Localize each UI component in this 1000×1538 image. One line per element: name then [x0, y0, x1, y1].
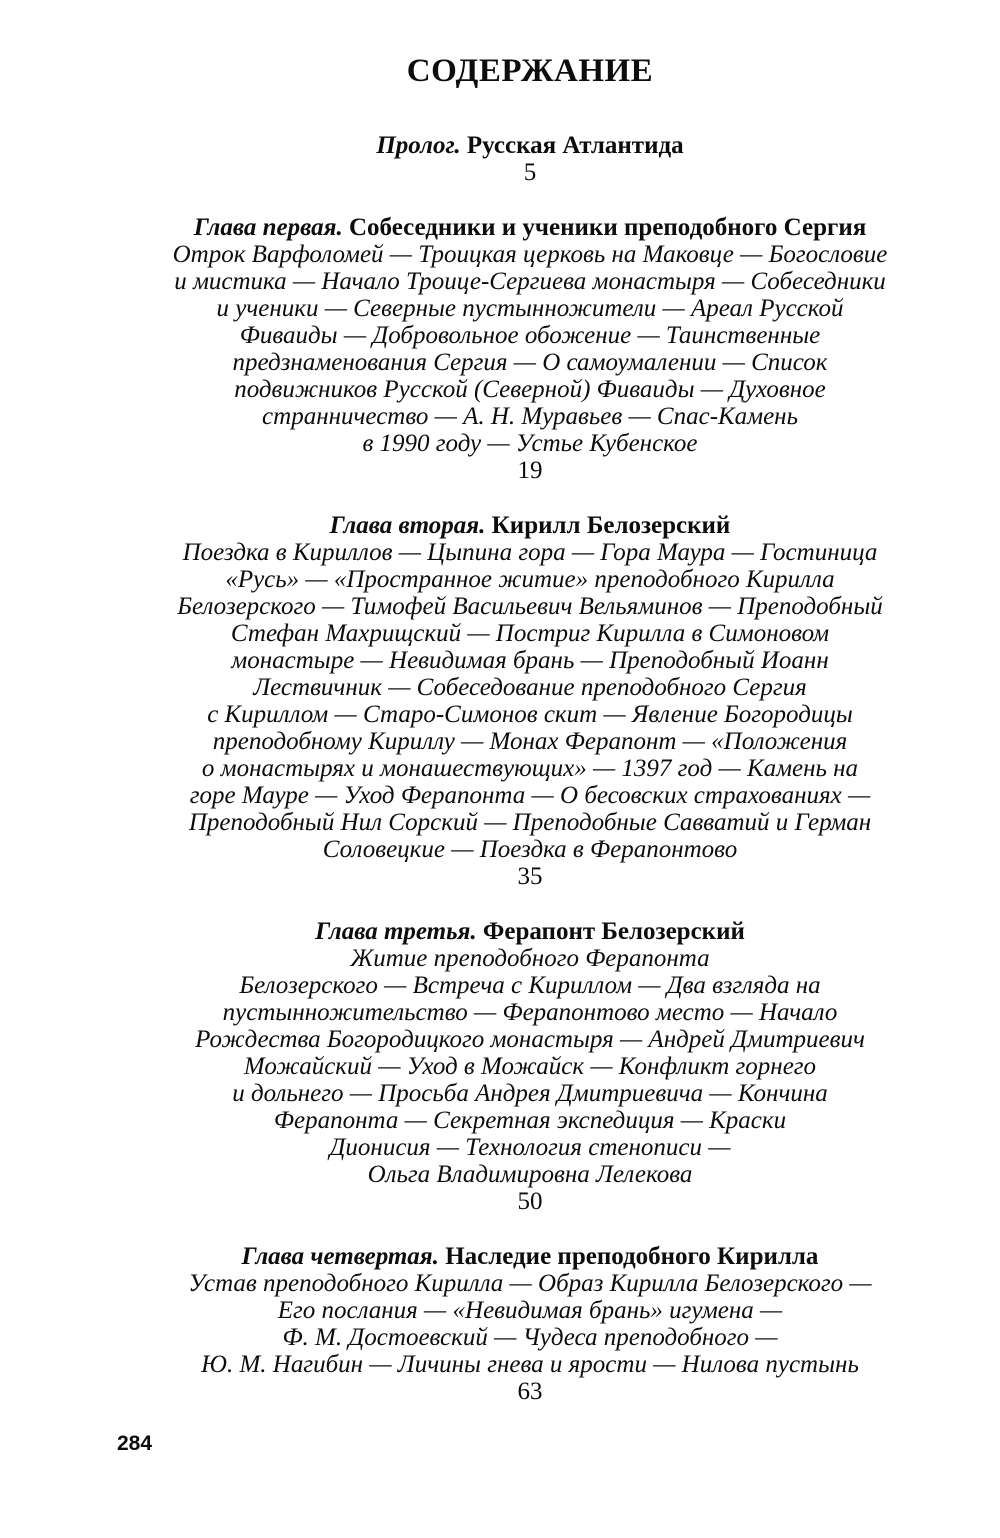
topic-line: Соловецкие — Поездка в Ферапонтово — [322, 836, 738, 863]
topic-line: монастыре — Невидимая брань — Преподобный Иоанн — [231, 647, 829, 674]
chapter-title: Наследие преподобного Кирилла — [445, 1243, 819, 1270]
chapter-title: Собеседники и ученики преподобного Сергия — [348, 214, 867, 241]
chapter-label: Глава четвертая. — [241, 1243, 439, 1270]
topic-line: Отрок Варфоломей — Троицкая церковь на Маковце — Богословие — [172, 241, 888, 268]
topic-line: Белозерского — Встреча с Кириллом — Два взгляда на — [239, 972, 821, 999]
chapter-title: Кирилл Белозерский — [491, 512, 731, 539]
toc-entry — [130, 512, 930, 890]
topic-line: Устав преподобного Кирилла — Образ Кирилла Белозерского — — [188, 1270, 872, 1297]
chapter-label: Глава третья. — [315, 918, 477, 945]
page-title: СОДЕРЖАНИЕ — [406, 53, 654, 89]
entry-page-number: 63 — [517, 1378, 543, 1405]
entry-gap — [130, 1215, 930, 1243]
topic-line: и ученики — Северные пустынножители — Ареал Русской — [216, 295, 844, 322]
topic-line: Поездка в Кириллов — Цыпина гора — Гора Маура — Гостиница — [182, 539, 878, 566]
toc-entry — [130, 214, 930, 484]
entry-page-number: 35 — [517, 863, 543, 890]
topic-line: и дольнего — Просьба Андрея Дмитриевича — Кончина — [232, 1080, 828, 1107]
entry-heading — [130, 512, 930, 539]
chapter-topics — [130, 1270, 930, 1378]
topic-line: предзнаменования Сергия — О самоумалении — Список — [232, 349, 828, 376]
entry-page-number: 50 — [517, 1188, 543, 1215]
entry-gap — [130, 890, 930, 918]
entry-heading — [130, 918, 930, 945]
topic-line: пустынножительство — Ферапонтово место — Начало — [222, 999, 838, 1026]
chapter-topics — [130, 539, 930, 863]
topic-line: Его послания — «Невидимая брань» игумена — — [277, 1297, 783, 1324]
chapter-title: Русская Атлантида — [466, 132, 684, 159]
topic-line: «Русь» — «Пространное житие» преподобного Кирилла — [225, 566, 835, 593]
topic-line: Лествичник — Собеседование преподобного Сергия — [253, 674, 807, 701]
topic-line: Ф. М. Достоевский — Чудеса преподобного — — [282, 1324, 778, 1351]
topic-line: Преподобный Нил Сорский — Преподобные Савватий и Герман — [188, 809, 872, 836]
toc-entries — [130, 132, 930, 1405]
topic-line: Фиваиды — Добровольное обожение — Таинственные — [239, 322, 821, 349]
entry-page-number: 5 — [523, 159, 537, 186]
topic-line: Стефан Махрищский — Постриг Кирилла в Симоновом — [230, 620, 830, 647]
entry-gap — [130, 186, 930, 214]
chapter-label: Пролог. — [376, 132, 461, 159]
chapter-label: Глава первая. — [193, 214, 343, 241]
topic-line: и мистика — Начало Троице-Сергиева монастыря — Собеседники — [174, 268, 886, 295]
toc-entry — [130, 918, 930, 1215]
entry-heading — [130, 214, 930, 241]
chapter-topics — [130, 945, 930, 1188]
topic-line: преподобному Кириллу — Монах Ферапонт — «Положения — [212, 728, 848, 755]
topic-line: Белозерского — Тимофей Васильевич Вельяминов — Преподобный — [177, 593, 883, 620]
topic-line: Можайский — Уход в Можайск — Конфликт горнего — [243, 1053, 817, 1080]
chapter-title: Ферапонт Белозерский — [482, 918, 745, 945]
chapter-label: Глава вторая. — [329, 512, 486, 539]
toc-entry — [130, 1243, 930, 1405]
topic-line: Рождества Богородицкого монастыря — Андрей Дмитриевич — [195, 1026, 865, 1053]
topic-line: горе Мауре — Уход Ферапонта — О бесовских страхованиях — — [189, 782, 871, 809]
toc-entry — [130, 132, 930, 186]
topic-line: странничество — А. Н. Муравьев — Спас-Камень — [262, 403, 798, 430]
topic-line: с Кириллом — Старо-Симонов скит — Явление Богородицы — [207, 701, 853, 728]
entry-heading — [130, 132, 930, 159]
topic-line: Дионисия — Технология стенописи — — [329, 1134, 731, 1161]
entry-page-number: 19 — [517, 457, 543, 484]
topic-line: в 1990 году — Устье Кубенское — [362, 430, 698, 457]
topic-line: Ферапонта — Секретная экспедиция — Краски — [273, 1107, 787, 1134]
entry-gap — [130, 484, 930, 512]
entry-heading — [130, 1243, 930, 1270]
topic-line: Ю. М. Нагибин — Личины гнева и ярости — Нилова пустынь — [201, 1351, 859, 1378]
topic-line: Житие преподобного Ферапонта — [350, 945, 710, 972]
page-number: 284 — [117, 1432, 153, 1455]
topic-line: подвижников Русской (Северной) Фиваиды — Духовное — [234, 376, 826, 403]
table-of-contents — [130, 55, 930, 1405]
chapter-topics — [130, 241, 930, 457]
topic-line: Ольга Владимировна Лелекова — [367, 1161, 693, 1188]
topic-line: о монастырях и монашествующих» — 1397 год — Камень на — [201, 755, 859, 782]
